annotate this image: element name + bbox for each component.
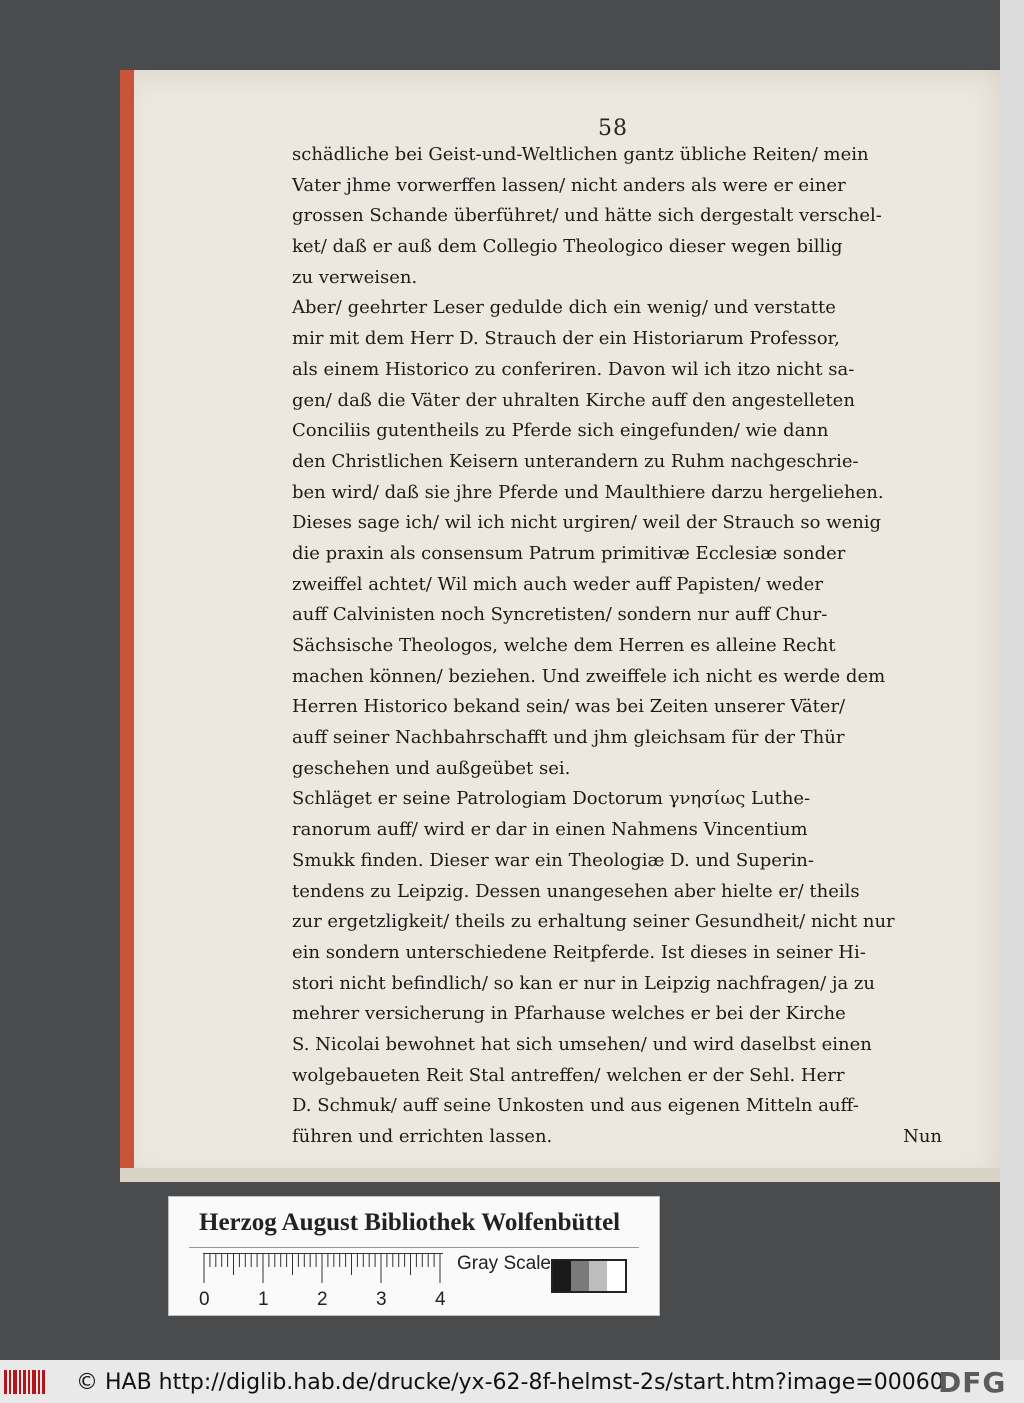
background-strip xyxy=(1000,0,1024,1360)
ruler-scale xyxy=(203,1253,443,1287)
ruler-number: 0 xyxy=(199,1289,210,1310)
text-line: schädliche bei Geist-und-Weltlichen gantz übliche Reiten/ mein xyxy=(292,144,869,165)
library-name: Herzog August Bibliothek Wolfenbüttel xyxy=(199,1209,621,1236)
ruler-numbers xyxy=(199,1289,449,1309)
text-line: auff seiner Nachbahrschafft und jhm gleichsam für der Thür xyxy=(292,727,845,749)
text-line: Dieses sage ich/ wil ich nicht urgiren/ weil der Strauch so wenig xyxy=(292,512,882,534)
dfg-logo: DFG xyxy=(938,1366,1007,1399)
text-line: ein sondern unterschiedene Reitpferde. Ist dieses in seiner Hi- xyxy=(292,941,866,963)
text-line: die praxin als consensum Patrum primitivæ Ecclesiæ sonder xyxy=(292,542,846,564)
footer-citation: © HAB http://diglib.hab.de/drucke/yx-62-8f-helmst-2s/start.htm?image=00060 xyxy=(76,1370,944,1395)
text-line: Conciliis gutentheils zu Pferde sich eingefunden/ wie dann xyxy=(292,420,829,442)
text-line: auff Calvinisten noch Syncretisten/ sondern nur auff Chur- xyxy=(292,604,828,626)
footer-bar xyxy=(0,1360,1024,1403)
text-line: ben wird/ daß sie jhre Pferde und Maulthiere darzu hergeliehen. xyxy=(292,481,884,503)
text-line: gen/ daß die Väter der uhralten Kirche auff den angestelleten xyxy=(292,389,855,411)
text-line-final xyxy=(292,1122,942,1153)
text-line: wolgebaueten Reit Stal antreffen/ welchen er der Sehl. Herr xyxy=(292,1064,845,1086)
gray-scale-label: Gray Scale xyxy=(457,1253,551,1274)
gray-swatch xyxy=(571,1261,589,1291)
text-line: D. Schmuk/ auff seine Unkosten und aus eigenen Mitteln auff- xyxy=(292,1095,859,1117)
gray-scale-swatches xyxy=(551,1259,627,1293)
text-line: zweiffel achtet/ Wil mich auch weder auff Papisten/ weder xyxy=(292,573,823,595)
text-line: als einem Historico zu conferiren. Davon wil ich itzo nicht sa- xyxy=(292,358,855,380)
text-line: tendens zu Leipzig. Dessen unangesehen aber hielte er/ theils xyxy=(292,880,860,902)
ruler-number: 1 xyxy=(258,1289,269,1310)
text-line: mehrer versicherung in Pfarhause welches er bei der Kirche xyxy=(292,1003,846,1025)
text-line: ket/ daß er auß dem Collegio Theologico dieser wegen billig xyxy=(292,236,843,258)
text-line: Schläget er seine Patrologiam Doctorum γνησίως Luthe- xyxy=(292,788,811,810)
color-card xyxy=(168,1196,660,1316)
text-line: Sächsische Theologos, welche dem Herren es alleine Recht xyxy=(292,635,836,656)
text-line: den Christlichen Keisern unterandern zu Ruhm nachgeschrie- xyxy=(292,450,859,472)
text-line: geschehen und außgeübet sei. xyxy=(292,757,571,779)
text-line: zur ergetzligkeit/ theils zu erhaltung seiner Gesundheit/ nicht nur xyxy=(292,911,895,933)
card-divider xyxy=(189,1247,639,1248)
page-number: 58 xyxy=(598,116,628,141)
text-line: ranorum auff/ wird er dar in einen Nahmens Vincentium xyxy=(292,819,808,841)
text-line: Smukk finden. Dieser war ein Theologiæ D. und Superin- xyxy=(292,849,814,871)
text-line: grossen Schande überführet/ und hätte sich dergestalt verschel- xyxy=(292,205,882,227)
text-line: mir mit dem Herr D. Strauch der ein Historiarum Professor, xyxy=(292,328,840,350)
text-line: stori nicht befindlich/ so kan er nur in Leipzig nachfragen/ ja zu xyxy=(292,972,875,994)
ruler-number: 4 xyxy=(435,1289,446,1310)
ruler-number: 3 xyxy=(376,1289,387,1310)
page-red-edge xyxy=(120,70,134,1182)
gray-swatch xyxy=(553,1261,571,1291)
page-bottom-edge xyxy=(120,1168,1000,1182)
text-line: Aber/ geehrter Leser gedulde dich ein wenig/ und verstatte xyxy=(292,297,836,319)
barcode-icon xyxy=(4,1370,48,1394)
page-text xyxy=(292,140,942,1153)
text-line: Vater jhme vorwerffen lassen/ nicht anders als were er einer xyxy=(292,174,846,196)
text-line: S. Nicolai bewohnet hat sich umsehen/ und wird daselbst einen xyxy=(292,1033,872,1055)
text-line: zu verweisen. xyxy=(292,266,418,288)
text-line: Herren Historico bekand sein/ was bei Zeiten unserer Väter/ xyxy=(292,696,846,718)
text-line: machen können/ beziehen. Und zweiffele ich nicht es werde dem xyxy=(292,665,886,687)
ruler-number: 2 xyxy=(317,1289,328,1310)
text-line: führen und errichten lassen. xyxy=(292,1126,553,1147)
gray-swatch xyxy=(607,1261,625,1291)
catchword: Nun xyxy=(903,1126,942,1147)
gray-swatch xyxy=(589,1261,607,1291)
